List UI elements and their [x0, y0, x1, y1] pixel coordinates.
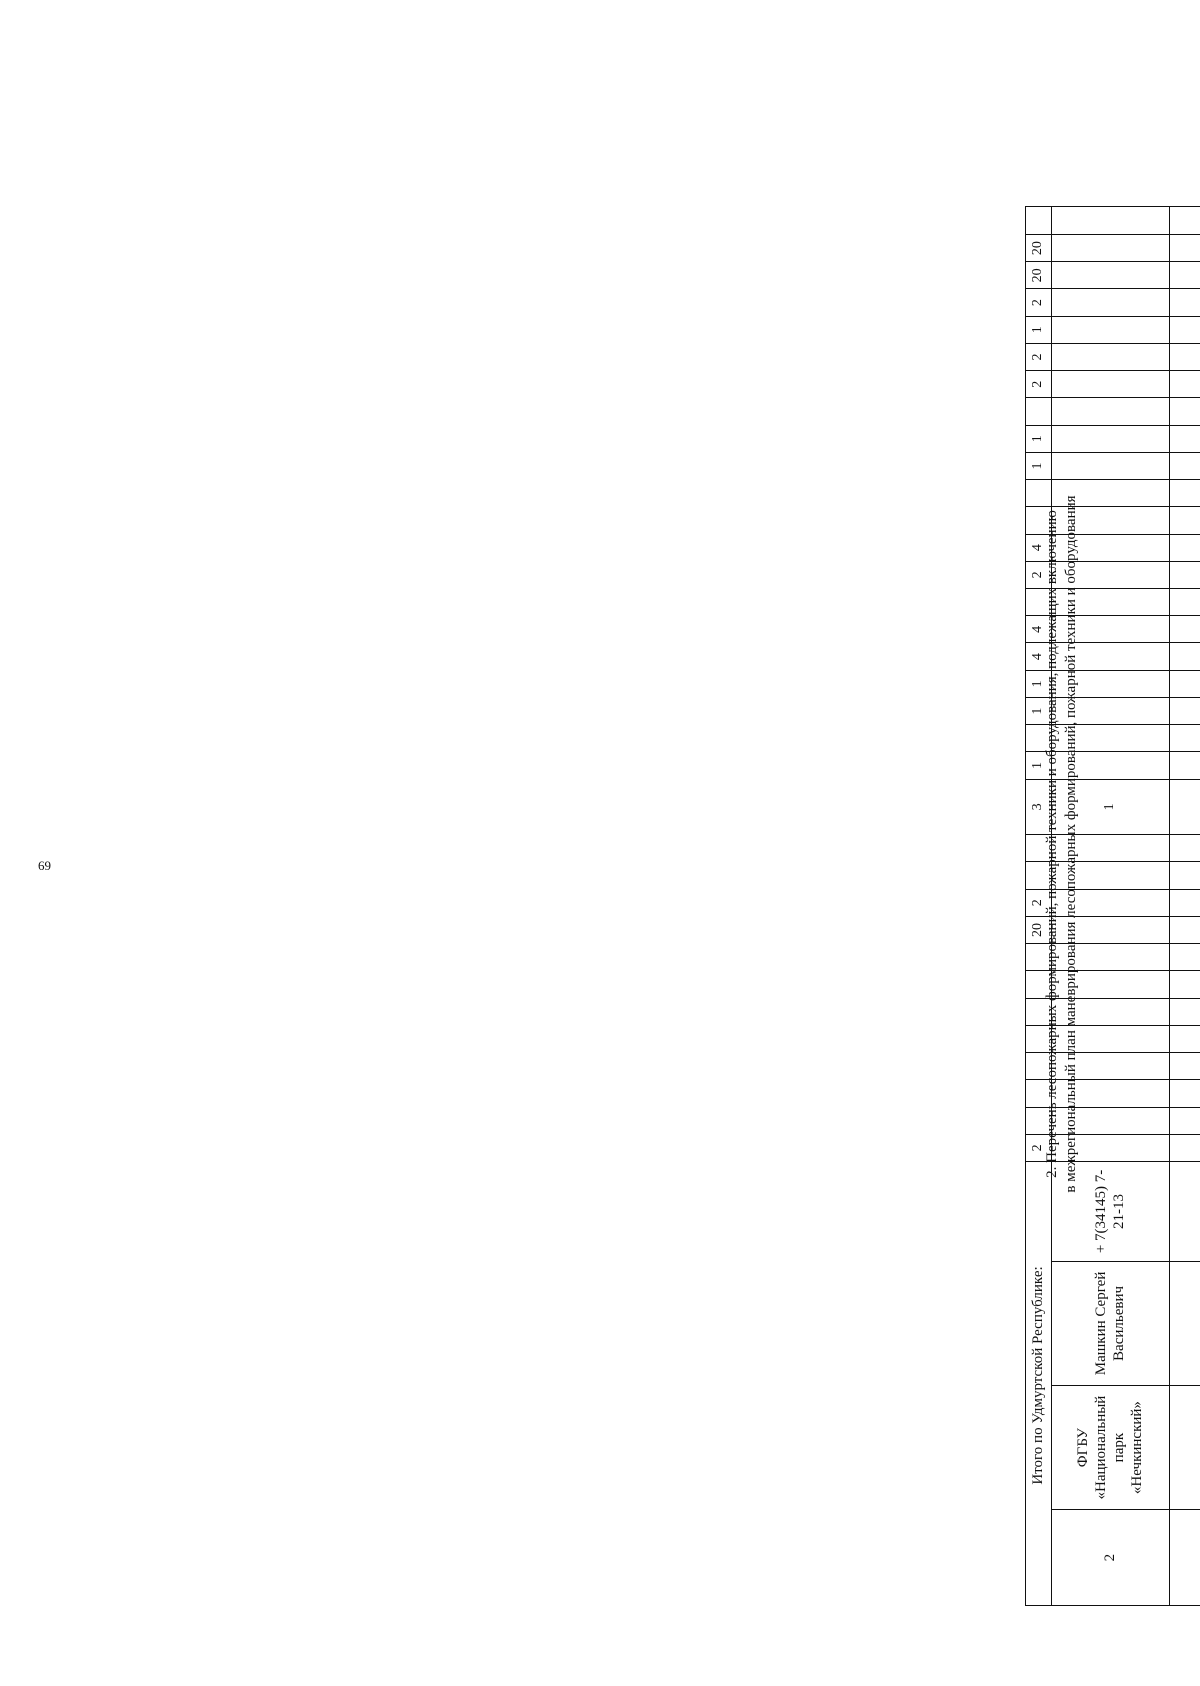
equipment-cell: [1170, 589, 1200, 616]
total-equipment-cell: [1026, 425, 1052, 452]
equipment-cell: [1052, 670, 1170, 697]
total-row: [1026, 207, 1052, 1606]
value-cell: [1170, 1053, 1200, 1080]
equipment-cell: [1170, 670, 1200, 697]
org-cell: [1052, 1386, 1170, 1510]
total-cell: [1026, 1134, 1052, 1161]
equipment-cell: [1170, 725, 1200, 752]
equipment-cell: [1052, 561, 1170, 588]
equipment-cell: [1052, 289, 1170, 316]
contacts-cell: [1170, 1161, 1200, 1261]
page-number: 69: [38, 858, 51, 873]
total-value: 2: [1030, 299, 1046, 307]
total-value: 20: [1030, 923, 1046, 937]
equipment-cell: [1052, 534, 1170, 561]
total-equipment-cell: [1026, 480, 1052, 507]
total-cell: [1026, 1053, 1052, 1080]
equipment-cell: [1052, 480, 1170, 507]
equipment-cell: [1052, 425, 1170, 452]
equipment-cell: [1052, 779, 1170, 835]
equipment-cell: [1052, 398, 1170, 425]
total-equipment-cell: [1026, 207, 1052, 235]
value-cell: [1170, 971, 1200, 998]
value-cell: [1052, 971, 1170, 998]
total-value: 20: [1030, 241, 1046, 256]
total-equipment-cell: [1026, 697, 1052, 724]
total-equipment-cell: [1026, 616, 1052, 643]
value-cell: [1170, 1080, 1200, 1107]
total-equipment-cell: [1026, 561, 1052, 588]
total-equipment-cell: [1026, 752, 1052, 779]
total-label-cell: [1026, 1161, 1052, 1605]
value-cell: [1052, 835, 1170, 862]
org-name: ФГБУ «Национальный парк «Нечкинский»: [1075, 1395, 1146, 1500]
value-cell: [1052, 862, 1170, 889]
equipment-cell: [1170, 316, 1200, 343]
value-cell: [1052, 944, 1170, 971]
total-cell: [1026, 971, 1052, 998]
org-cell: [1170, 1386, 1200, 1510]
equipment-cell: [1170, 534, 1200, 561]
equipment-cell: [1170, 480, 1200, 507]
value-cell: [1052, 998, 1170, 1025]
equipment-cell: [1170, 343, 1200, 370]
row-num: 2: [1102, 1553, 1119, 1562]
total-equipment-cell: [1026, 507, 1052, 534]
total-cell: [1026, 862, 1052, 889]
total-equipment-cell: [1026, 589, 1052, 616]
equipment-cell: [1170, 616, 1200, 643]
table-row: [1170, 207, 1200, 1606]
equipment-cell: [1170, 697, 1200, 724]
total-value: 3: [1030, 803, 1046, 811]
equipment-cell: [1052, 643, 1170, 670]
equipment-cell: [1052, 452, 1170, 479]
total-equipment-cell: [1026, 670, 1052, 697]
fio-cell: [1170, 1261, 1200, 1385]
value-cell: [1170, 916, 1200, 943]
equipment-cell: [1170, 262, 1200, 289]
equipment-cell: [1170, 507, 1200, 534]
total-cell: [1026, 1107, 1052, 1134]
formations-table: [1025, 206, 1200, 1606]
row-num-cell: [1170, 1510, 1200, 1606]
total-value: 1: [1030, 680, 1046, 688]
total-cell: [1026, 944, 1052, 971]
equipment-cell: [1052, 234, 1170, 261]
total-equipment-cell: [1026, 316, 1052, 343]
value-cell: [1052, 1134, 1170, 1161]
total-equipment-cell: [1026, 262, 1052, 289]
value-cell: [1170, 1107, 1200, 1134]
total-value: 1: [1030, 707, 1046, 715]
total-value: 20: [1030, 268, 1046, 283]
equipment-cell: [1052, 507, 1170, 534]
equipment-cell: [1052, 207, 1170, 235]
total-value: 2: [1030, 899, 1046, 907]
equipment-cell: [1170, 398, 1200, 425]
total-equipment-cell: [1026, 343, 1052, 370]
value-cell: [1052, 889, 1170, 916]
equipment-cell: [1170, 779, 1200, 835]
contacts-cell: [1052, 1161, 1170, 1261]
equipment-cell: [1170, 752, 1200, 779]
total-cell: [1026, 1080, 1052, 1107]
fio-cell: [1052, 1261, 1170, 1385]
total-equipment-cell: [1026, 289, 1052, 316]
total-value: 1: [1030, 462, 1046, 470]
value-cell: [1052, 1080, 1170, 1107]
equipment-cell: [1170, 425, 1200, 452]
person-name: Машкин Сергей Васильевич: [1093, 1271, 1128, 1376]
value-cell: [1170, 889, 1200, 916]
row-num-cell: [1052, 1510, 1170, 1606]
equipment-cell: [1052, 725, 1170, 752]
total-equipment-cell: [1026, 234, 1052, 261]
total-value: 4: [1030, 625, 1046, 633]
value-cell: [1170, 944, 1200, 971]
total-value: 1: [1030, 435, 1046, 443]
title-line-1: 2. Перечень лесопожарных формирований, пожарной техники и оборудования, подлежащих включению: [1044, 510, 1060, 1178]
contact-phone: + 7(34145) 7-21-13: [1093, 1169, 1128, 1254]
equipment-cell: [1170, 561, 1200, 588]
total-equipment-cell: [1026, 534, 1052, 561]
equipment-cell: [1170, 289, 1200, 316]
value-cell: [1052, 916, 1170, 943]
value-cell: [1170, 998, 1200, 1025]
total-cell: [1026, 998, 1052, 1025]
equipment-cell: [1052, 316, 1170, 343]
total-equipment-cell: [1026, 398, 1052, 425]
total-value: 2: [1030, 1144, 1046, 1152]
total-equipment-cell: [1026, 371, 1052, 398]
total-cell: [1026, 1025, 1052, 1052]
equipment-cell: [1052, 343, 1170, 370]
value-cell: [1170, 1025, 1200, 1052]
total-label: Итого по Удмуртской Республике:: [1030, 1266, 1047, 1485]
total-value: 4: [1030, 653, 1046, 661]
value-cell: [1170, 862, 1200, 889]
equipment-cell: [1170, 371, 1200, 398]
total-cell: [1026, 889, 1052, 916]
total-equipment-cell: [1026, 643, 1052, 670]
equipment-cell: [1170, 643, 1200, 670]
total-equipment-cell: [1026, 725, 1052, 752]
equipment-cell: [1052, 616, 1170, 643]
title-line-2: в межрегиональный план маневрирования лесопожарных формирований, пожарной техники и оборудования: [1063, 495, 1079, 1193]
total-equipment-cell: [1026, 779, 1052, 835]
equipment-cell: [1170, 234, 1200, 261]
total-value: 4: [1030, 544, 1046, 552]
total-value: 1: [1030, 326, 1046, 334]
equipment-cell: [1052, 262, 1170, 289]
total-equipment-cell: [1026, 452, 1052, 479]
value-cell: [1170, 1134, 1200, 1161]
equipment-cell: [1052, 589, 1170, 616]
total-cell: [1026, 835, 1052, 862]
value-cell: [1170, 835, 1200, 862]
value-text: 1: [1102, 803, 1118, 811]
total-value: 2: [1030, 571, 1046, 579]
value-cell: [1052, 1053, 1170, 1080]
equipment-cell: [1170, 207, 1200, 235]
equipment-cell: [1052, 752, 1170, 779]
value-cell: [1052, 1025, 1170, 1052]
equipment-cell: [1170, 452, 1200, 479]
total-value: 2: [1030, 353, 1046, 361]
equipment-cell: [1052, 371, 1170, 398]
table-row: [1052, 207, 1170, 1606]
total-cell: [1026, 916, 1052, 943]
equipment-cell: [1052, 697, 1170, 724]
total-value: 2: [1030, 380, 1046, 388]
total-value: 1: [1030, 762, 1046, 770]
value-cell: [1052, 1107, 1170, 1134]
